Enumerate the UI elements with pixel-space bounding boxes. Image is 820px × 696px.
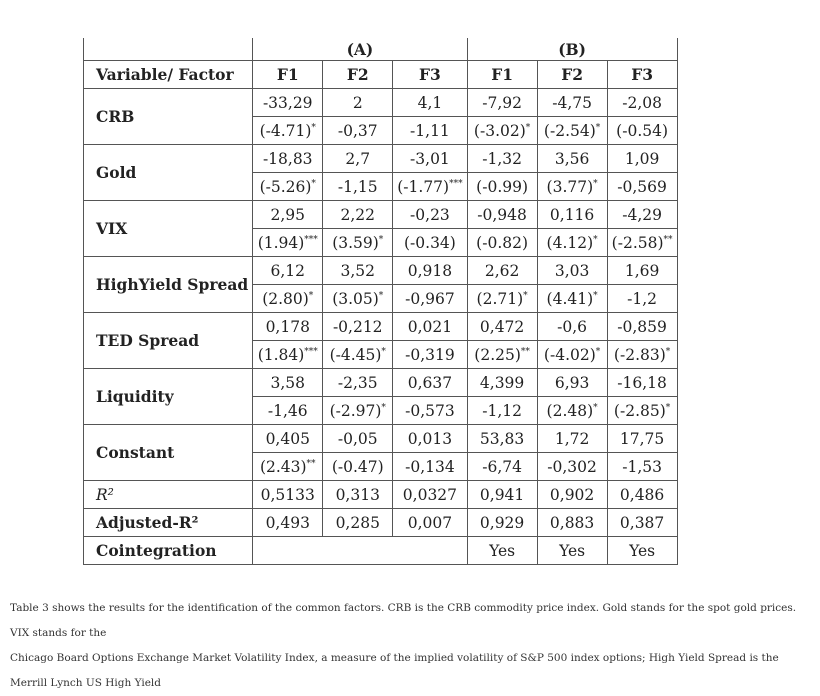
significance-stars: *** bbox=[449, 178, 463, 189]
table-row bbox=[84, 313, 678, 341]
value-cell: 0,285 bbox=[323, 509, 393, 537]
tstat-cell: -1,15 bbox=[323, 173, 393, 201]
tstat-cell: (2.25)** bbox=[467, 341, 537, 369]
tstat-cell: (-4.02)* bbox=[537, 341, 607, 369]
tstat-cell: -1,12 bbox=[467, 397, 537, 425]
value-cell: 0,486 bbox=[607, 481, 677, 509]
coefficient-cell: -0,05 bbox=[323, 425, 393, 453]
table-row bbox=[84, 145, 678, 173]
table-caption bbox=[10, 596, 810, 696]
variable-label: Constant bbox=[84, 425, 253, 481]
header-a-f2: F2 bbox=[323, 61, 393, 89]
variable-label: TED Spread bbox=[84, 313, 253, 369]
value-cell: 0,5133 bbox=[253, 481, 323, 509]
coefficient-cell: -33,29 bbox=[253, 89, 323, 117]
coefficient-cell: -4,75 bbox=[537, 89, 607, 117]
tstat-cell: -1,11 bbox=[393, 117, 467, 145]
value-cell: 0,007 bbox=[393, 509, 467, 537]
coefficient-cell: 17,75 bbox=[607, 425, 677, 453]
tstat-cell: -1,53 bbox=[607, 453, 677, 481]
tstat-cell: (1.94)*** bbox=[253, 229, 323, 257]
tstat-cell: (-0.47) bbox=[323, 453, 393, 481]
variable-label: VIX bbox=[84, 201, 253, 257]
coefficient-cell: 0,013 bbox=[393, 425, 467, 453]
variable-label: Cointegration bbox=[84, 537, 253, 565]
r-squared-row bbox=[84, 481, 678, 509]
value-cell: 0,941 bbox=[467, 481, 537, 509]
coefficient-cell: -2,35 bbox=[323, 369, 393, 397]
tstat-cell: (4.12)* bbox=[537, 229, 607, 257]
significance-stars: * bbox=[381, 346, 386, 357]
coefficient-cell: 2 bbox=[323, 89, 393, 117]
coefficient-cell: 3,03 bbox=[537, 257, 607, 285]
tstat-cell: (3.05)* bbox=[323, 285, 393, 313]
coefficient-cell: 0,637 bbox=[393, 369, 467, 397]
tstat-cell: (-0.34) bbox=[393, 229, 467, 257]
value-cell: 0,929 bbox=[467, 509, 537, 537]
significance-stars: * bbox=[378, 234, 384, 245]
variable-label: Adjusted-R² bbox=[84, 509, 253, 537]
coefficient-cell: -16,18 bbox=[607, 369, 677, 397]
significance-stars: * bbox=[381, 402, 386, 413]
coefficient-cell: 1,72 bbox=[537, 425, 607, 453]
variable-label: CRB bbox=[84, 89, 253, 145]
cointegration-row bbox=[84, 537, 678, 565]
tstat-cell: (-2.85)* bbox=[607, 397, 677, 425]
results-table bbox=[83, 38, 678, 565]
tstat-cell: (-2.58)** bbox=[607, 229, 677, 257]
coefficient-cell: -0,859 bbox=[607, 313, 677, 341]
coefficient-cell: -7,92 bbox=[467, 89, 537, 117]
header-variable-factor: Variable/ Factor bbox=[84, 61, 253, 89]
value-cell: Yes bbox=[607, 537, 677, 565]
tstat-cell: (-2.54)* bbox=[537, 117, 607, 145]
significance-stars: * bbox=[311, 178, 316, 189]
significance-stars: ** bbox=[306, 458, 316, 469]
table-row bbox=[84, 201, 678, 229]
value-cell: 0,493 bbox=[253, 509, 323, 537]
coefficient-cell: 6,93 bbox=[537, 369, 607, 397]
significance-stars: * bbox=[595, 122, 601, 133]
tstat-cell: (2.71)* bbox=[467, 285, 537, 313]
coefficient-cell: 4,399 bbox=[467, 369, 537, 397]
tstat-cell: (2.80)* bbox=[253, 285, 323, 313]
significance-stars: *** bbox=[304, 234, 318, 245]
value-cell: 0,902 bbox=[537, 481, 607, 509]
significance-stars: * bbox=[593, 290, 598, 301]
coefficient-cell: -0,212 bbox=[323, 313, 393, 341]
tstat-cell: (-1.77)*** bbox=[393, 173, 467, 201]
group-blank-cell bbox=[84, 38, 253, 61]
coefficient-cell: 1,09 bbox=[607, 145, 677, 173]
results-table-container bbox=[83, 38, 678, 565]
cointegration-a-cell bbox=[253, 537, 467, 565]
coefficient-cell: 53,83 bbox=[467, 425, 537, 453]
group-a-header: (A) bbox=[253, 38, 467, 61]
significance-stars: * bbox=[665, 346, 671, 357]
table-row bbox=[84, 89, 678, 117]
tstat-cell: (-0.54) bbox=[607, 117, 677, 145]
coefficient-cell: -4,29 bbox=[607, 201, 677, 229]
tstat-cell: -0,573 bbox=[393, 397, 467, 425]
variable-label: R² bbox=[84, 481, 253, 509]
coefficient-cell: 6,12 bbox=[253, 257, 323, 285]
tstat-cell: (-5.26)* bbox=[253, 173, 323, 201]
tstat-cell: (-0.82) bbox=[467, 229, 537, 257]
tstat-cell: -6,74 bbox=[467, 453, 537, 481]
value-cell: Yes bbox=[467, 537, 537, 565]
tstat-cell: -0,319 bbox=[393, 341, 467, 369]
significance-stars: * bbox=[525, 122, 531, 133]
coefficient-cell: -0,23 bbox=[393, 201, 467, 229]
significance-stars: * bbox=[523, 290, 528, 301]
variable-label: Gold bbox=[84, 145, 253, 201]
value-cell: 0,883 bbox=[537, 509, 607, 537]
coefficient-cell: 3,56 bbox=[537, 145, 607, 173]
coefficient-cell: 2,62 bbox=[467, 257, 537, 285]
coefficient-cell: -1,32 bbox=[467, 145, 537, 173]
tstat-cell: (2.48)* bbox=[537, 397, 607, 425]
value-cell: 0,387 bbox=[607, 509, 677, 537]
tstat-cell: (2.43)** bbox=[253, 453, 323, 481]
group-header-row bbox=[84, 38, 678, 61]
coefficient-cell: 0,178 bbox=[253, 313, 323, 341]
value-cell: Yes bbox=[537, 537, 607, 565]
tstat-cell: (1.84)*** bbox=[253, 341, 323, 369]
tstat-cell: (3.77)* bbox=[537, 173, 607, 201]
header-b-f3: F3 bbox=[607, 61, 677, 89]
table-row bbox=[84, 369, 678, 397]
coefficient-cell: -18,83 bbox=[253, 145, 323, 173]
tstat-cell: (-2.97)* bbox=[323, 397, 393, 425]
tstat-cell: -0,569 bbox=[607, 173, 677, 201]
header-a-f1: F1 bbox=[253, 61, 323, 89]
significance-stars: ** bbox=[663, 234, 673, 245]
significance-stars: *** bbox=[304, 346, 318, 357]
significance-stars: * bbox=[593, 402, 598, 413]
tstat-cell: -0,134 bbox=[393, 453, 467, 481]
significance-stars: * bbox=[665, 402, 671, 413]
coefficient-cell: 0,918 bbox=[393, 257, 467, 285]
coefficient-cell: 2,22 bbox=[323, 201, 393, 229]
significance-stars: * bbox=[593, 234, 598, 245]
header-b-f1: F1 bbox=[467, 61, 537, 89]
coefficient-cell: 0,472 bbox=[467, 313, 537, 341]
tstat-cell: (-4.45)* bbox=[323, 341, 393, 369]
coefficient-cell: 3,58 bbox=[253, 369, 323, 397]
table-row bbox=[84, 257, 678, 285]
significance-stars: * bbox=[308, 290, 314, 301]
coefficient-cell: 0,405 bbox=[253, 425, 323, 453]
significance-stars: * bbox=[593, 178, 598, 189]
coefficient-cell: 2,7 bbox=[323, 145, 393, 173]
group-b-header: (B) bbox=[467, 38, 677, 61]
tstat-cell: (4.41)* bbox=[537, 285, 607, 313]
header-b-f2: F2 bbox=[537, 61, 607, 89]
tstat-cell: -0,967 bbox=[393, 285, 467, 313]
variable-label: HighYield Spread bbox=[84, 257, 253, 313]
tstat-cell: (-0.99) bbox=[467, 173, 537, 201]
caption-line-1: Table 3 shows the results for the identification of the common factors. CRB is the CRB commodity price index. Gold stands for the spot gold prices. VIX stands for the bbox=[10, 602, 797, 639]
tstat-cell: (-4.71)* bbox=[253, 117, 323, 145]
significance-stars: ** bbox=[520, 346, 530, 357]
tstat-cell: -1,2 bbox=[607, 285, 677, 313]
coefficient-cell: 2,95 bbox=[253, 201, 323, 229]
header-a-f3: F3 bbox=[393, 61, 467, 89]
variable-label: Liquidity bbox=[84, 369, 253, 425]
adjusted-r-squared-row bbox=[84, 509, 678, 537]
coefficient-cell: -0,948 bbox=[467, 201, 537, 229]
tstat-cell: -0,37 bbox=[323, 117, 393, 145]
value-cell: 0,313 bbox=[323, 481, 393, 509]
tstat-cell: (3.59)* bbox=[323, 229, 393, 257]
coefficient-cell: 4,1 bbox=[393, 89, 467, 117]
coefficient-cell: 0,116 bbox=[537, 201, 607, 229]
coefficient-cell: 0,021 bbox=[393, 313, 467, 341]
significance-stars: * bbox=[378, 290, 384, 301]
coefficient-cell: 1,69 bbox=[607, 257, 677, 285]
tstat-cell: -1,46 bbox=[253, 397, 323, 425]
coefficient-cell: -3,01 bbox=[393, 145, 467, 173]
significance-stars: * bbox=[595, 346, 601, 357]
column-header-row bbox=[84, 61, 678, 89]
caption-line-2: Chicago Board Options Exchange Market Volatility Index, a measure of the implied volatility of S&P 500 index options; High Yield Spread is the Merrill Lynch US High Yield bbox=[10, 652, 779, 689]
coefficient-cell: 3,52 bbox=[323, 257, 393, 285]
tstat-cell: (-2.83)* bbox=[607, 341, 677, 369]
tstat-cell: -0,302 bbox=[537, 453, 607, 481]
value-cell: 0,0327 bbox=[393, 481, 467, 509]
coefficient-cell: -2,08 bbox=[607, 89, 677, 117]
tstat-cell: (-3.02)* bbox=[467, 117, 537, 145]
coefficient-cell: -0,6 bbox=[537, 313, 607, 341]
table-row bbox=[84, 425, 678, 453]
significance-stars: * bbox=[311, 122, 316, 133]
